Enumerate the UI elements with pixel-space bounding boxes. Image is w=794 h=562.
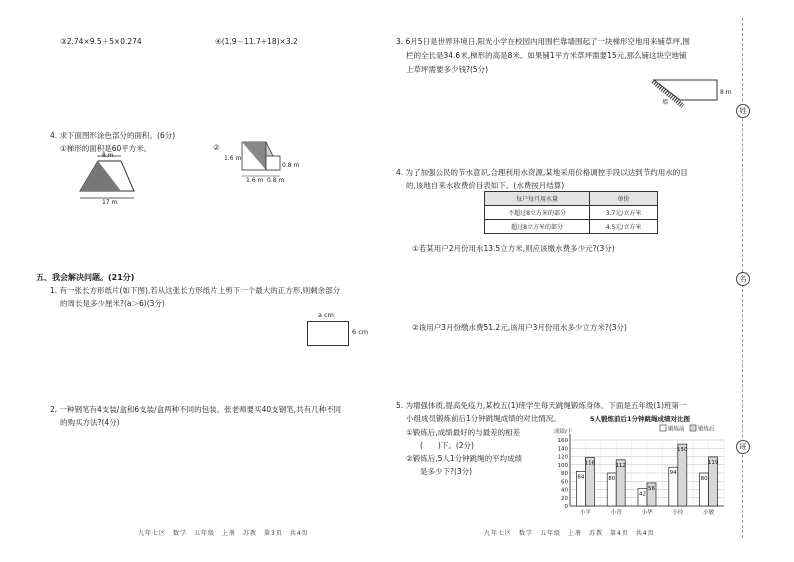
r-question-4-sub1: ①若某用户2月份用水13.5立方米,则应该缴水费多少元?(3分) bbox=[412, 244, 615, 253]
fence-height-label: 8 m bbox=[720, 89, 732, 96]
chart-title: 5人锻炼前后1分钟跳绳成绩对比图 bbox=[590, 415, 691, 423]
r-question-4-line1: 4. 为了加强公民的节水意识,合理利用水资源,某地采用价格调控手段以达到节约用水的目 bbox=[396, 168, 688, 177]
rectangle-width-label: a cm bbox=[318, 311, 334, 319]
calc-3: ③2.74×9.5＋5×0.274 bbox=[60, 37, 142, 46]
table-row bbox=[485, 206, 658, 220]
bar-value-label: 84 bbox=[577, 474, 585, 481]
bar-value-label: 112 bbox=[615, 462, 626, 469]
legend-label: 锻炼后 bbox=[698, 426, 715, 433]
rectangle-height-label: 6 cm bbox=[352, 328, 369, 336]
fig2-side-label: 0.8 m bbox=[282, 162, 300, 169]
y-axis-label: 成绩/下 bbox=[554, 429, 573, 435]
x-tick-label: 小青 bbox=[610, 510, 622, 516]
problem-1-line1: 1. 有一张长方形纸片(如下图),若从这张长方形纸片上剪下一个最大的正方形,则剩余部分 bbox=[50, 286, 341, 295]
calc-4: ④(1.9－11.7÷18)×3.2 bbox=[215, 37, 298, 46]
r-question-5-line1: 5. 为增强体质,提高免疫力,某校五(1)班学生每天跳绳锻炼身体。下面是五年级(1)班第一 bbox=[396, 401, 687, 410]
sidebar-char-2: 名 bbox=[736, 272, 750, 286]
legend-swatch bbox=[660, 425, 666, 431]
trapezoid-top-label: 8 m bbox=[102, 152, 114, 159]
table-cell: 4.5元/立方米 bbox=[590, 220, 658, 234]
problem-2-line1: 2. 一种钢笔有4支装/盒和6支装/盒两种不同的包装。张老师要买40支钢笔,共有几种不同 bbox=[50, 405, 342, 414]
r-question-5-sub1a: ①锻炼后,成绩最好的与最差的相差 bbox=[406, 428, 521, 437]
table-cell: 超过8立方米的部分 bbox=[485, 220, 590, 234]
x-tick-label: 小华 bbox=[641, 510, 653, 516]
fig2-base2-label: 0.8 m bbox=[267, 177, 285, 184]
left-page-footer: 九年七区 数学 五年级 上册 苏教 第3页 共4页 bbox=[138, 530, 309, 537]
y-tick-label: 40 bbox=[561, 487, 568, 494]
y-tick-label: 120 bbox=[557, 454, 568, 461]
wall-label: 墙 bbox=[662, 99, 669, 106]
table-header: 单价 bbox=[590, 192, 658, 206]
bar-value-label: 118 bbox=[584, 460, 596, 467]
sidebar-char-3: 班 bbox=[736, 440, 750, 454]
section-heading: 五、我会解决问题。(21分) bbox=[36, 273, 135, 282]
bar-value-label: 42 bbox=[639, 491, 646, 498]
problem-1-line2: 的周长是多少厘米?(a＞6)(3分) bbox=[60, 299, 165, 308]
rectangle-figure bbox=[307, 321, 349, 346]
sidebar-char-1: 姓 bbox=[736, 104, 750, 118]
y-tick-label: 140 bbox=[557, 446, 568, 453]
trapezoid-figure bbox=[74, 150, 144, 206]
y-tick-label: 20 bbox=[561, 495, 568, 502]
water-price-table bbox=[484, 191, 658, 234]
r-question-3-line1: 3. 6月5日是世界环境日,阳光小学在校园内用围栏靠墙围起了一块梯形空地用来铺草坪,围 bbox=[396, 37, 690, 46]
question-4-sub1: ①梯形的面积是60平方米。 bbox=[60, 144, 152, 153]
legend-label: 锻炼前 bbox=[668, 426, 685, 433]
bar-value-label: 119 bbox=[707, 459, 719, 466]
r-question-4-line2: 的,该地自来水收费价目表如下。(水费按月结算) bbox=[406, 181, 565, 190]
r-question-3-line2: 栏的全长是34.6米,梯形的高是8米。如果铺1平方米草坪需要15元,那么铺这块空地铺 bbox=[406, 51, 687, 60]
r-question-5-sub1b: ( )下。(2分) bbox=[420, 441, 474, 450]
y-tick-label: 100 bbox=[557, 462, 568, 469]
x-tick-label: 小玲 bbox=[672, 510, 684, 516]
fence-trapezoid-figure bbox=[640, 72, 740, 114]
table-header: 每户每月用水量 bbox=[485, 192, 590, 206]
table-cell: 3.7元/立方米 bbox=[590, 206, 658, 220]
bar-value-label: 56 bbox=[648, 485, 655, 492]
y-tick-label: 160 bbox=[557, 438, 568, 444]
r-question-4-sub2: ②该用户3月份缴水费51.2元,该用户3月份用水多少立方米?(3分) bbox=[412, 323, 627, 332]
r-question-5-sub2a: ②锻炼后,5人1分钟跳绳的平均成绩 bbox=[406, 454, 523, 463]
bar-value-label: 80 bbox=[608, 476, 616, 482]
question-4-sub2: ② bbox=[213, 143, 220, 152]
r-question-3-line3: 上草坪需要多少钱?(5分) bbox=[406, 65, 489, 74]
right-page-footer: 九年七区 数学 五年级 上册 苏教 第4页 共4页 bbox=[484, 530, 655, 537]
fig2-height-label: 1.6 m bbox=[224, 155, 242, 162]
table-header-row bbox=[485, 192, 658, 206]
bar-value-label: 80 bbox=[700, 476, 708, 482]
problem-2-line2: 的购买方法?(4分) bbox=[60, 418, 120, 427]
r-question-5-sub2b: 是多少下?(3分) bbox=[420, 467, 473, 476]
y-tick-label: 80 bbox=[561, 471, 568, 477]
r-question-5-line2: 小组成员锻炼前后1分钟跳绳成绩的对比情况。 bbox=[406, 414, 561, 423]
bar bbox=[678, 444, 687, 506]
x-tick-label: 小平 bbox=[579, 510, 591, 516]
x-tick-label: 小敏 bbox=[703, 510, 715, 516]
table-cell: 不超过8立方米的部分 bbox=[485, 206, 590, 220]
fig2-base1-label: 1.6 m bbox=[246, 177, 264, 184]
table-row bbox=[485, 220, 658, 234]
bar-value-label: 150 bbox=[677, 447, 688, 454]
question-4-title: 4. 求下面图形涂色部分的面积。(6分) bbox=[50, 131, 176, 140]
composite-figure bbox=[222, 140, 306, 184]
bar-value-label: 94 bbox=[669, 470, 677, 477]
y-tick-label: 60 bbox=[561, 479, 568, 486]
jump-rope-bar-chart bbox=[548, 422, 734, 522]
trapezoid-bottom-label: 17 m bbox=[102, 199, 118, 206]
legend-swatch bbox=[690, 425, 696, 431]
y-tick-label: 0 bbox=[564, 504, 568, 510]
